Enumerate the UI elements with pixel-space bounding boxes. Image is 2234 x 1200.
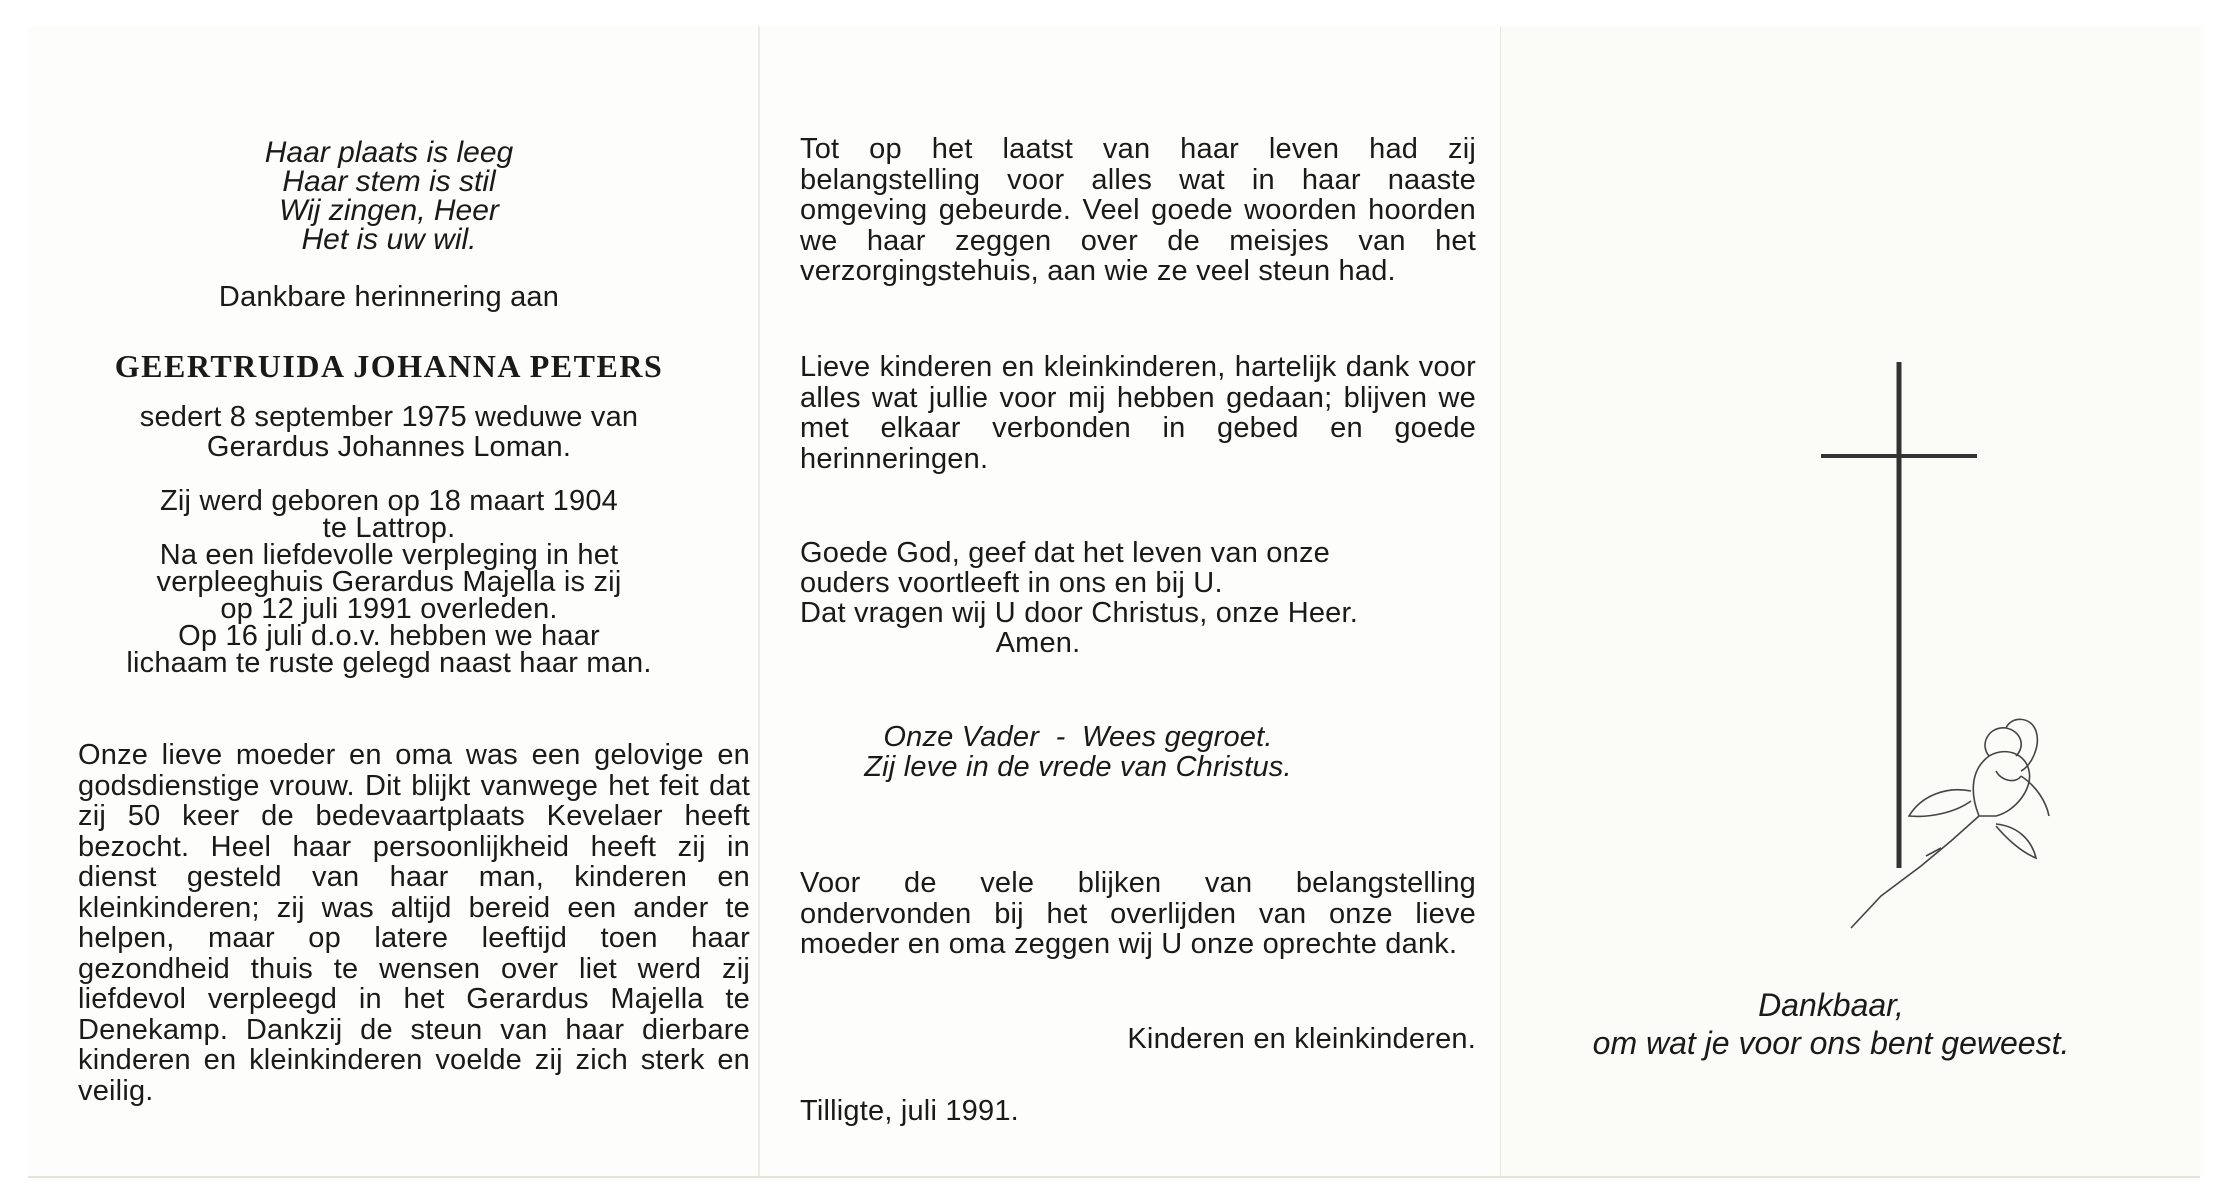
intro-text: Dankbare herinnering aan (218, 281, 560, 313)
bio-line: verpleeghuis Gerardus Majella is zij (156, 566, 622, 598)
life-paragraph: Onze lieve moeder en oma was een gelovige en godsdienstige vrouw. Dit blijkt vanwege het feit dat zij 50 keer de bedevaartplaats Kevelaer heeft bezocht. Heel haar persoonlijkheid heeft zij in dienst gesteld van haar man, kinderen en kleinkinderen; zij was altijd bereid een ander te helpen, maar op latere leeftijd toen haar gezondheid thuis te wensen over liet werd zij liefdevol verpleegd in het Gerardus Majella te Denekamp. Dankzij de steun van haar dierbare kinderen en kleinkinderen voelde zij zich sterk en veilig. (78, 739, 750, 1107)
prayer-italic-line: Onze Vader - Wees gegroet. (883, 721, 1273, 753)
right-panel (1500, 26, 2201, 1176)
poem-line: Haar stem is stil (282, 165, 496, 198)
bio-line: lichaam te ruste gelegd naast haar man. (126, 647, 652, 679)
place-date: Tilligte, juli 1991. (800, 1095, 1019, 1127)
memorial-card (28, 26, 2200, 1176)
birth-death-info (28, 485, 750, 679)
bio-line: Zij werd geboren op 18 maart 1904 (160, 485, 618, 517)
middle-panel (768, 26, 1498, 1176)
closing-prayers (808, 722, 1348, 782)
rose-icon (1851, 719, 2049, 928)
deceased-name: GEERTRUIDA JOHANNA PETERS (114, 348, 664, 384)
bio-line: Op 16 juli d.o.v. hebben we haar (178, 620, 600, 652)
closing-text (1501, 986, 2161, 1062)
fold-line (758, 26, 760, 1176)
amen: Amen. (995, 627, 1081, 659)
prayer-block (800, 538, 1476, 628)
interest-paragraph: Tot op het laatst van haar leven had zij belangstelling voor alles wat in haar naaste omgeving gebeurde. Veel goede woorden hoorden we haar zeggen over de meisjes van het verzorgingstehuis, aan wie ze veel steun had. (800, 133, 1476, 287)
sympathy-paragraph: Voor de vele blijken van belangstelling ondervonden bij het overlijden van onze lieve moeder en oma zeggen wij U onze oprechte dank. (800, 867, 1476, 960)
prayer-line: Dat vragen wij U door Christus, onze Heer. (800, 597, 1359, 629)
cross-icon (1821, 362, 1977, 868)
poem-line: Haar plaats is leeg (264, 136, 514, 169)
left-panel (28, 26, 750, 1176)
card-edge (28, 1176, 2200, 1178)
bio-line: Na een liefdevolle verpleging in het (159, 539, 619, 571)
bio-line: te Lattrop. (322, 512, 456, 544)
widow-line: sedert 8 september 1975 weduwe van (139, 401, 639, 433)
closing-line: om wat je voor ons bent geweest. (1592, 1025, 2070, 1061)
poem (28, 138, 750, 254)
prayer-italic-line: Zij leve in de vrede van Christus. (864, 751, 1292, 783)
poem-line: Het is uw wil. (301, 223, 477, 256)
poem-line: Wij zingen, Heer (279, 194, 499, 227)
prayer-line: Goede God, geef dat het leven van onze (800, 537, 1330, 569)
closing-line: Dankbaar, (1758, 987, 1904, 1023)
thanks-paragraph: Lieve kinderen en kleinkinderen, hartelijk dank voor alles wat jullie voor mij hebben gedaan; blijven we met elkaar verbonden in gebed en goede herinneringen. (800, 351, 1476, 475)
signature: Kinderen en kleinkinderen. (1127, 1023, 1476, 1055)
bio-line: op 12 juli 1991 overleden. (220, 593, 558, 625)
prayer-line: ouders voortleeft in ons en bij U. (800, 567, 1223, 599)
widow-info (28, 402, 750, 462)
widow-line: Gerardus Johannes Loman. (206, 431, 572, 463)
